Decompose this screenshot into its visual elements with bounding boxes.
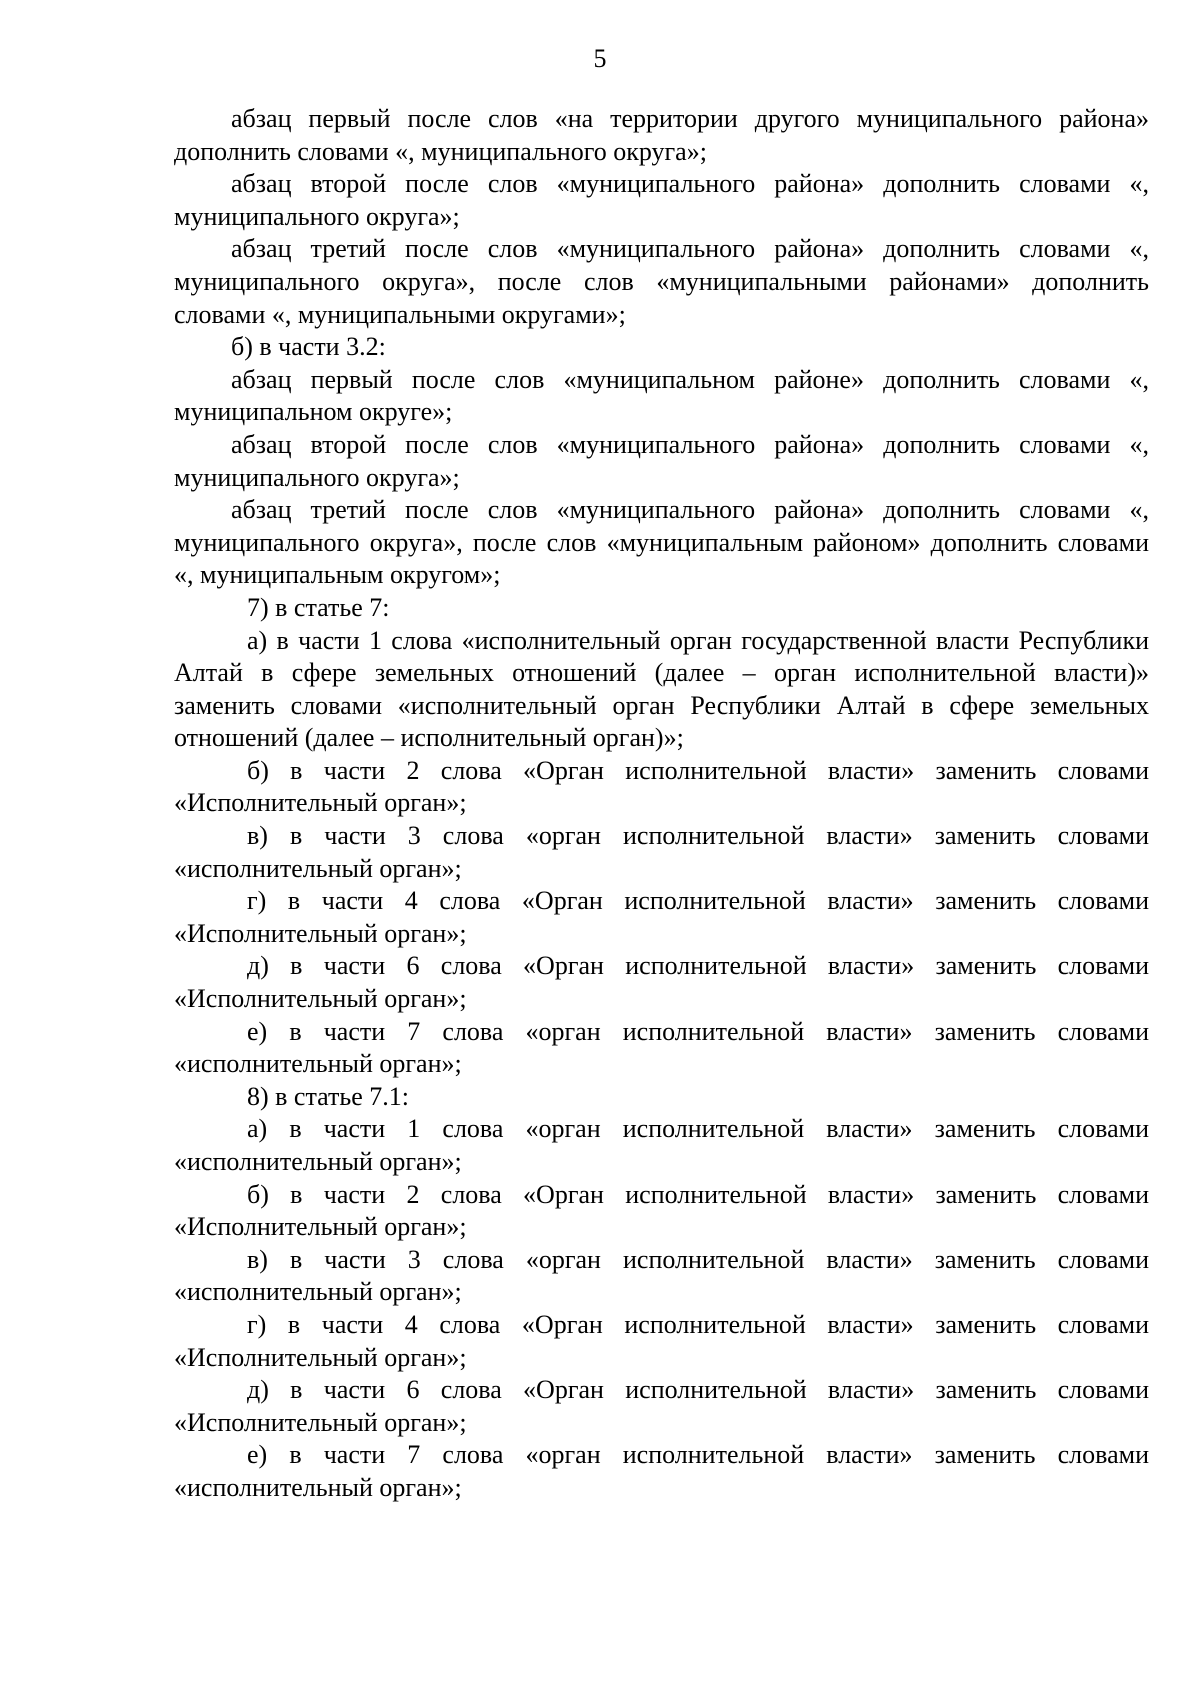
paragraph: б) в части 3.2: [231,332,386,362]
paragraph: г) в части 4 слова «Орган исполнительной власти» заменить словами «Исполнительный орган»; [174,886,1149,948]
paragraph: абзац первый после слов «муниципальном районе» дополнить словами «, муниципальном округе»; [174,364,1149,427]
paragraph: 8) в статье 7.1: [247,1081,410,1111]
paragraph: г) в части 4 слова «Орган исполнительной власти» заменить словами «Исполнительный орган»; [174,1309,1149,1372]
page-number: 5 [593,44,607,73]
paragraph: а) в части 1 слова «орган исполнительной власти» заменить словами «исполнительный орган»; [174,1114,1149,1176]
paragraph: абзац третий после слов «муниципального района» дополнить словами «, муниципального округа», после слов «муниципальными районами» дополнить словами «, муниципальными округами»; [174,234,1149,329]
paragraph: в) в части 3 слова «орган исполнительной власти» заменить словами «исполнительный орган»; [174,1244,1149,1307]
paragraph: абзац первый после слов «на территории другого муниципального района» дополнить словами «, муниципального округа»; [174,104,1149,166]
paragraph: а) в части 1 слова «исполнительный орган государственной власти Республики Алтай в сфере земельных отношений (далее – орган исполнительной власти)» заменить словами «исполнительный орган Республики Алтай в сфере земельных отношений (далее – исполнительный орган)»; [174,625,1149,753]
paragraph: е) в части 7 слова «орган исполнительной власти» заменить словами «исполнительный орган»; [174,1016,1149,1079]
document-body [174,103,1149,1505]
paragraph: б) в части 2 слова «Орган исполнительной власти» заменить словами «Исполнительный орган»; [174,1179,1149,1242]
paragraph: 7) в статье 7: [247,592,390,622]
paragraph: д) в части 6 слова «Орган исполнительной власти» заменить словами «Исполнительный орган»; [174,951,1149,1014]
paragraph: абзац третий после слов «муниципального района» дополнить словами «, муниципального округа», после слов «муниципальным районом» дополнить словами «, муниципальным округом»; [174,495,1149,590]
paragraph: абзац второй после слов «муниципального района» дополнить словами «, муниципального округа»; [174,429,1149,492]
paragraph: б) в части 2 слова «Орган исполнительной власти» заменить словами «Исполнительный орган»; [174,755,1149,818]
paragraph: е) в части 7 слова «орган исполнительной власти» заменить словами «исполнительный орган»; [174,1440,1149,1502]
paragraph: д) в части 6 слова «Орган исполнительной власти» заменить словами «Исполнительный орган»; [174,1375,1149,1437]
paragraph: абзац второй после слов «муниципального района» дополнить словами «, муниципального округа»; [174,169,1149,231]
paragraph: в) в части 3 слова «орган исполнительной власти» заменить словами «исполнительный орган»; [174,821,1149,883]
